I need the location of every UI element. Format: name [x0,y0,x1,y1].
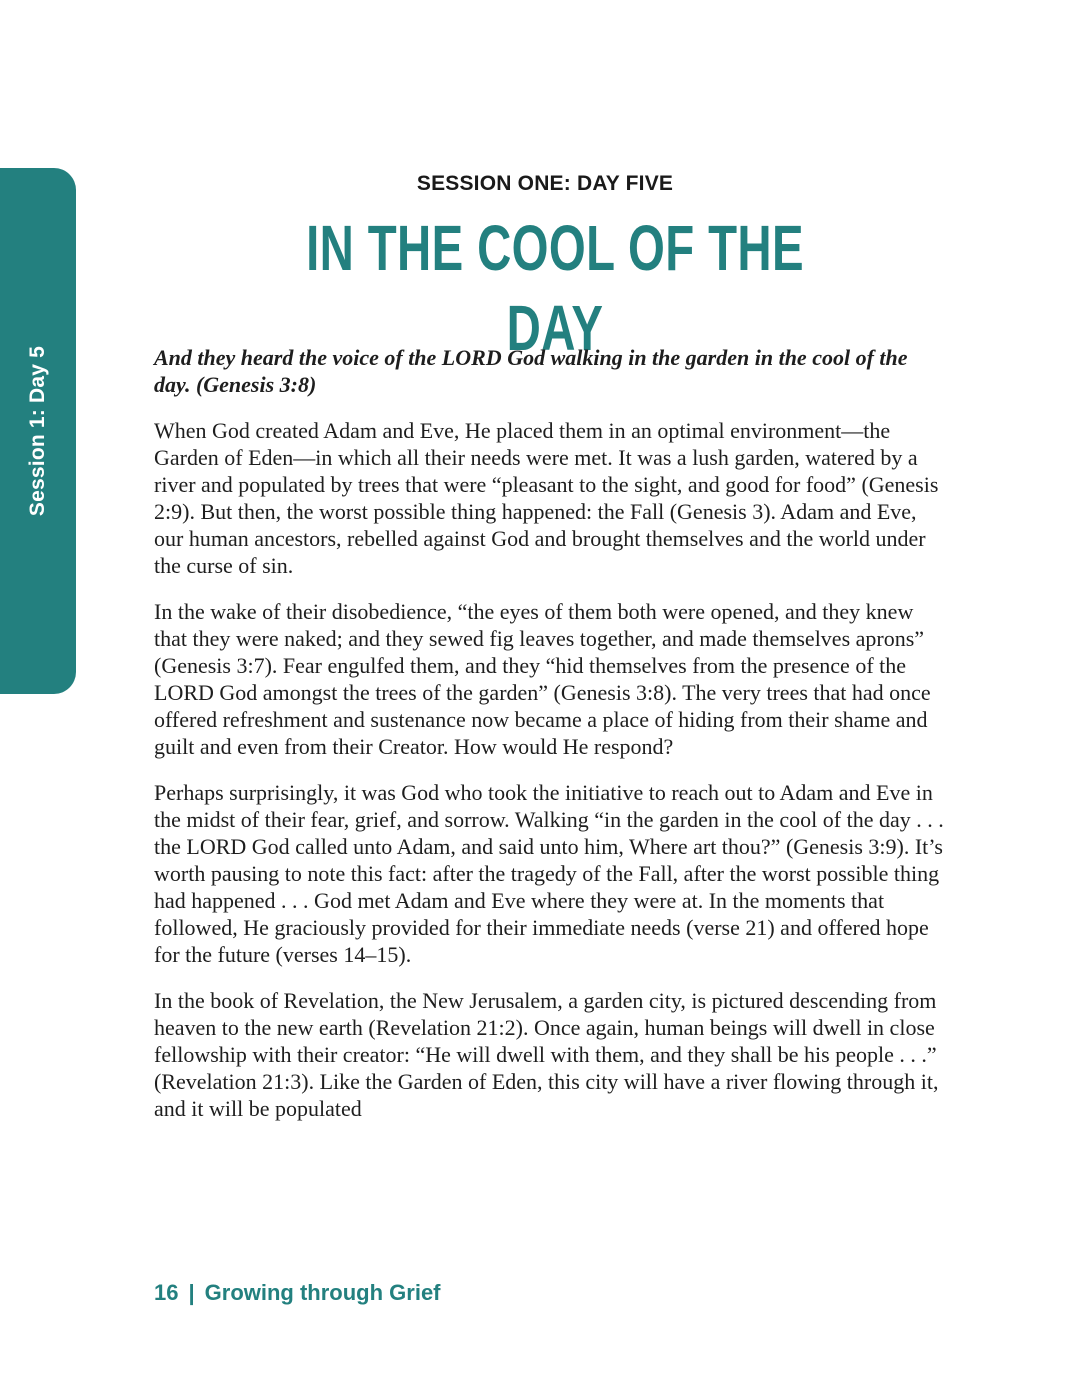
main-content [154,344,944,1141]
side-tab-label: Session 1: Day 5 [26,345,49,517]
paragraph-1: When God created Adam and Eve, He placed them in an optimal environment—the Garden of Eden—in which all their needs were met. It was a lush garden, watered by a river and populated by trees that were “pleasant to the sight, and good for food” (Genesis 2:9). But then, the worst possible thing happened: the Fall (Genesis 3). Adam and Eve, our human ancestors, rebelled against God and brought themselves and the world under the curse of sin. [154,418,939,578]
paragraph-2: In the wake of their disobedience, “the eyes of them both were opened, and they knew that they were naked; and they sewed fig leaves together, and made themselves aprons” (Genesis 3:7). Fear engulfed them, and they “hid themselves from the presence of the LORD God amongst the trees of the garden” (Genesis 3:8). The very trees that had once offered refreshment and sustenance now became a place of hiding from their shame and guilt and even from their Creator. How would He respond? [154,599,931,759]
page-title: IN THE COOL OF THE DAY [306,212,804,364]
paragraph-4: In the book of Revelation, the New Jerusalem, a garden city, is pictured descending from heaven to the new earth (Revelation 21:2). Once again, human beings will dwell in close fellowship with their creator: “He will dwell with them, and they shall be his people . . .” (Revelation 21:3). Like the Garden of Eden, this city will have a river flowing through it, and it will be populated [154,988,939,1121]
session-kicker: SESSION ONE: DAY FIVE [416,172,674,195]
paragraph-3: Perhaps surprisingly, it was God who took the initiative to reach out to Adam and Eve in the midst of their fear, grief, and sorrow. Walking “in the garden in the cool of the day . . . the LORD God called unto Adam, and said unto him, Where art thou?” (Genesis 3:9). It’s worth pausing to note this fact: after the tragedy of the Fall, after the worst possible thing had happened . . . God met Adam and Eve where they were at. In the moments that followed, He graciously provided for their immediate needs (verse 21) and offered hope for the future (verses 14–15). [154,780,944,967]
book-title: Growing through Grief [204,1280,441,1305]
page-number: 16 [154,1280,179,1305]
footer-separator: | [188,1280,195,1305]
page-footer [154,1280,441,1306]
epigraph-verse: And they heard the voice of the LORD God walking in the garden in the cool of the day. (Genesis 3:8) [154,345,908,397]
